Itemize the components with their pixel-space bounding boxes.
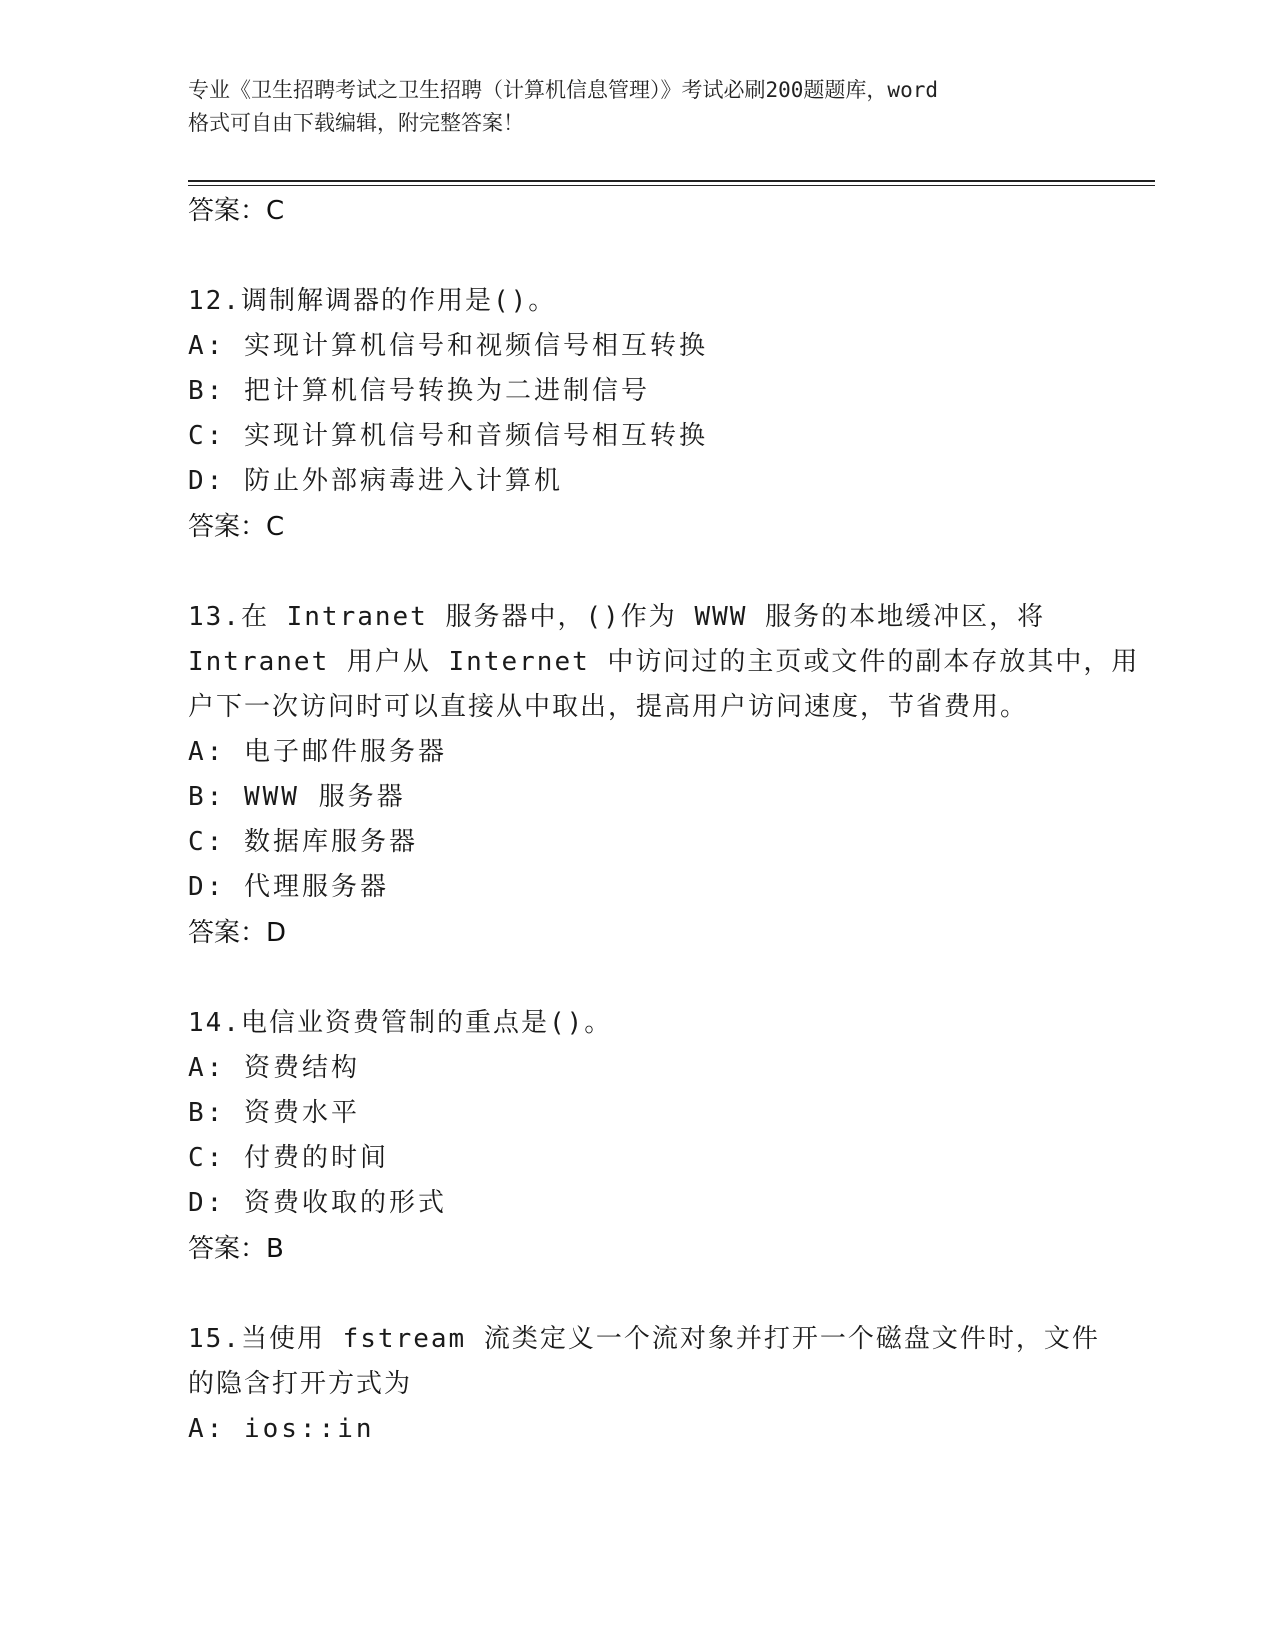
option-c: C: 付费的时间 xyxy=(188,1143,389,1173)
question-block xyxy=(188,595,1148,956)
option-c: C: 实现计算机信号和音频信号相互转换 xyxy=(188,421,708,451)
answer-line: 答案：D xyxy=(188,918,287,948)
option-d: D: 代理服务器 xyxy=(188,872,389,902)
option-d: D: 资费收取的形式 xyxy=(188,1188,447,1218)
question-text: 15.当使用 fstream 流类定义一个流对象并打开一个磁盘文件时，文件 xyxy=(188,1324,1100,1354)
question-list xyxy=(188,188,1148,1452)
answer-line: 答案：C xyxy=(188,512,285,542)
question-text: 12.调制解调器的作用是()。 xyxy=(188,286,557,316)
question-text: Intranet 用户从 Internet 中访问过的主页或文件的副本存放其中，用 xyxy=(188,647,1140,677)
option-d: D: 防止外部病毒进入计算机 xyxy=(188,466,563,496)
header-line-2: 格式可自由下载编辑，附完整答案！ xyxy=(188,111,524,135)
option-b: B: 资费水平 xyxy=(188,1098,360,1128)
option-c: C: 数据库服务器 xyxy=(188,827,418,857)
option-b: B: 把计算机信号转换为二进制信号 xyxy=(188,376,650,406)
option-a: A: 电子邮件服务器 xyxy=(188,737,447,767)
option-b: B: WWW 服务器 xyxy=(188,782,406,812)
question-block xyxy=(188,279,1148,550)
answer-line: 答案：B xyxy=(188,1234,284,1264)
option-a: A: ios::in xyxy=(188,1414,375,1444)
header-line-1: 专业《卫生招聘考试之卫生招聘（计算机信息管理）》考试必刷200题题库，word xyxy=(188,78,938,102)
header-rule-thick xyxy=(188,180,1155,182)
header-rule-thin xyxy=(188,185,1155,186)
question-text: 户下一次访问时可以直接从中取出，提高用户访问速度，节省费用。 xyxy=(188,692,1029,722)
question-text: 的隐含打开方式为 xyxy=(188,1369,413,1399)
option-a: A: 资费结构 xyxy=(188,1053,360,1083)
document-header xyxy=(188,74,1088,140)
question-block xyxy=(188,1317,1148,1452)
answer-line: 答案：C xyxy=(188,196,285,226)
question-text: 13.在 Intranet 服务器中，()作为 WWW 服务的本地缓冲区，将 xyxy=(188,602,1046,632)
question-block xyxy=(188,1001,1148,1272)
option-a: A: 实现计算机信号和视频信号相互转换 xyxy=(188,331,708,361)
question-text: 14.电信业资费管制的重点是()。 xyxy=(188,1008,613,1038)
